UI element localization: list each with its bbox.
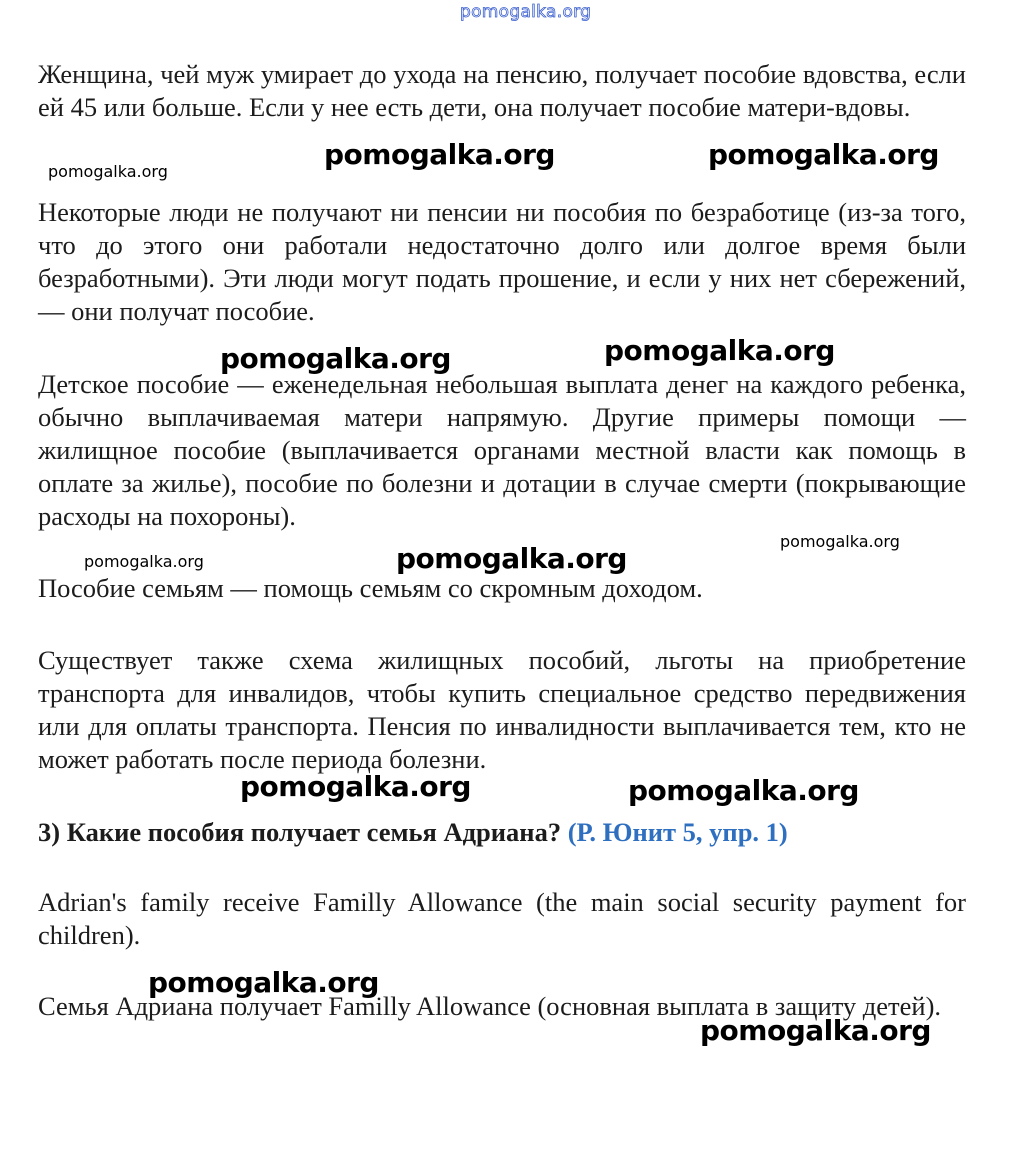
watermark: pomogalka.org xyxy=(604,334,835,367)
watermark: pomogalka.org xyxy=(324,138,555,171)
watermark: pomogalka.org xyxy=(220,342,451,375)
question-reference: (Р. Юнит 5, упр. 1) xyxy=(567,817,788,847)
watermark: pomogalka.org xyxy=(148,966,379,999)
watermark: pomogalka.org xyxy=(628,774,859,807)
answer-english: Adrian's family receive Familly Allowance (the main social security payment for children). xyxy=(38,887,966,950)
watermark: pomogalka.org xyxy=(84,552,204,571)
paragraph-family-benefit: Пособие семьям — помощь семьям со скромным доходом. xyxy=(38,573,703,603)
paragraph-housing-disability: Существует также схема жилищных пособий, льготы на приобретение транспорта для инвалидов, чтобы купить специальное средство передвижения или для оплаты транспорта. Пенсия по инвалидности выплачивается тем, кто не может работать после периода болезни. xyxy=(38,645,966,774)
watermark: pomogalka.org xyxy=(708,138,939,171)
watermark: pomogalka.org xyxy=(48,162,168,181)
question-text: 3) Какие пособия получает семья Адриана? xyxy=(38,817,562,847)
watermark: pomogalka.org xyxy=(240,770,471,803)
paragraph-child-benefit: Детское пособие — еженедельная небольшая выплата денег на каждого ребенка, обычно выплачиваемая матери напрямую. Другие примеры помощи — жилищное пособие (выплачивается органами местной власти как помощь в оплате за жилье), пособие по болезни и дотации в случае смерти (покрывающие расходы на похороны). xyxy=(38,369,966,531)
watermark: pomogalka.org xyxy=(396,542,627,575)
paragraph-widow-benefit: Женщина, чей муж умирает до ухода на пенсию, получает пособие вдовства, если ей 45 или больше. Если у нее есть дети, она получает пособие матери-вдовы. xyxy=(38,59,966,122)
watermark: pomogalka.org xyxy=(700,1014,931,1047)
watermark: pomogalka.org xyxy=(780,532,900,551)
paragraph-unemployment: Некоторые люди не получают ни пенсии ни пособия по безработице (из-за того, что до этого они работали недостаточно долго или долгое время были безработными). Эти люди могут подать прошение, и если у них нет сбережений, — они получат пособие. xyxy=(38,197,966,326)
answer-russian: Семья Адриана получает Familly Allowance (основная выплата в защиту детей). xyxy=(38,991,942,1021)
watermark-top: pomogalka.org xyxy=(460,2,592,22)
question-heading xyxy=(38,816,966,849)
